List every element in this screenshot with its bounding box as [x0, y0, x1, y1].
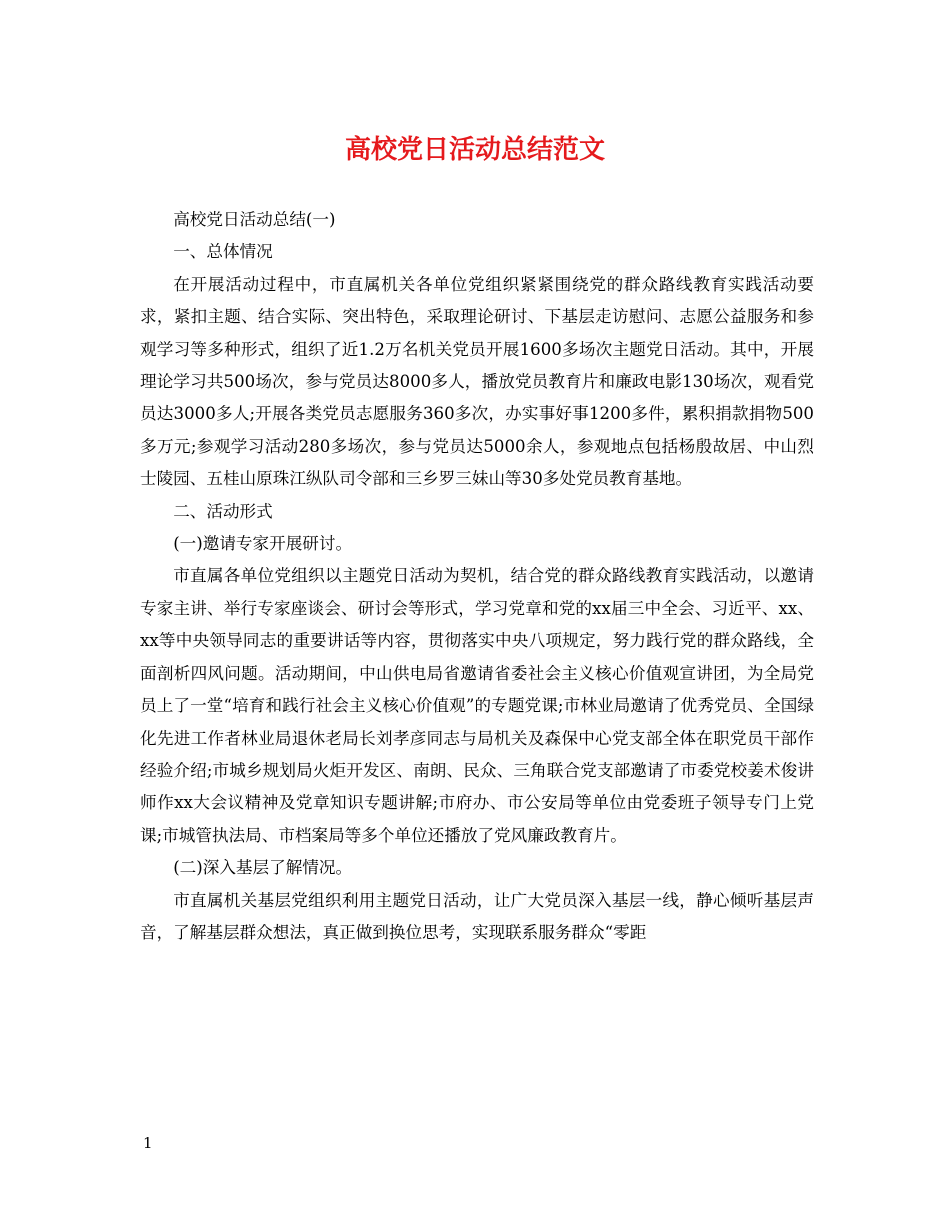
subsection-heading: (一)邀请专家开展研讨。: [173, 534, 353, 554]
section-heading: 一、总体情况: [173, 242, 273, 262]
page-number: 1: [143, 1134, 153, 1152]
section-heading: 二、活动形式: [173, 501, 273, 521]
document-title: 高校党日活动总结范文: [344, 135, 605, 165]
body-paragraph: 在开展活动过程中，市直属机关各单位党组织紧紧围绕党的群众路线教育实践活动要求，紧扣主题、结合实际、突出特色，采取理论研讨、下基层走访慰问、志愿公益服务和参观学习等多种形式，组织了近1.2万名机关党员开展1600多场次主题党日活动。其中，开展理论学习共500场次，参与党员达8000多人，播放党员教育片和廉政电影130场次，观看党员达3000多人;开展各类党员志愿服务360多次，办实事好事1200多件，累积捐款捐物500多万元;参观学习活动280多场次，参与党员达5000余人，参观地点包括杨殷故居、中山烈士陵园、五桂山原珠江纵队司令部和三乡罗三妹山等30多处党员教育基地。: [140, 274, 814, 489]
subsection-heading: (二)深入基层了解情况。: [173, 858, 353, 878]
body-paragraph: 市直属各单位党组织以主题党日活动为契机，结合党的群众路线教育实践活动，以邀请专家主讲、举行专家座谈会、研讨会等形式，学习党章和党的xx届三中全会、习近平、xx、xx等中央领导同志的重要讲话等内容，贯彻落实中央八项规定，努力践行党的群众路线，全面剖析四风问题。活动期间，中山供电局省邀请省委社会主义核心价值观宣讲团，为全局党员上了一堂“培育和践行社会主义核心价值观”的专题党课;市林业局邀请了优秀党员、全国绿化先进工作者林业局退休老局长刘孝彦同志与局机关及森保中心党支部全体在职党员干部作经验介绍;市城乡规划局火炬开发区、南朗、民众、三角联合党支部邀请了市委党校姜术俊讲师作xx大会议精神及党章知识专题讲解;市府办、市公安局等单位由党委班子领导专门上党课;市城管执法局、市档案局等多个单位还播放了党风廉政教育片。: [140, 566, 814, 845]
section-heading: 高校党日活动总结(一): [173, 210, 336, 229]
document-body: [140, 204, 814, 949]
body-paragraph: 市直属机关基层党组织利用主题党日活动，让广大党员深入基层一线，静心倾听基层声音，了解基层群众想法，真正做到换位思考，实现联系服务群众“零距: [140, 890, 814, 942]
